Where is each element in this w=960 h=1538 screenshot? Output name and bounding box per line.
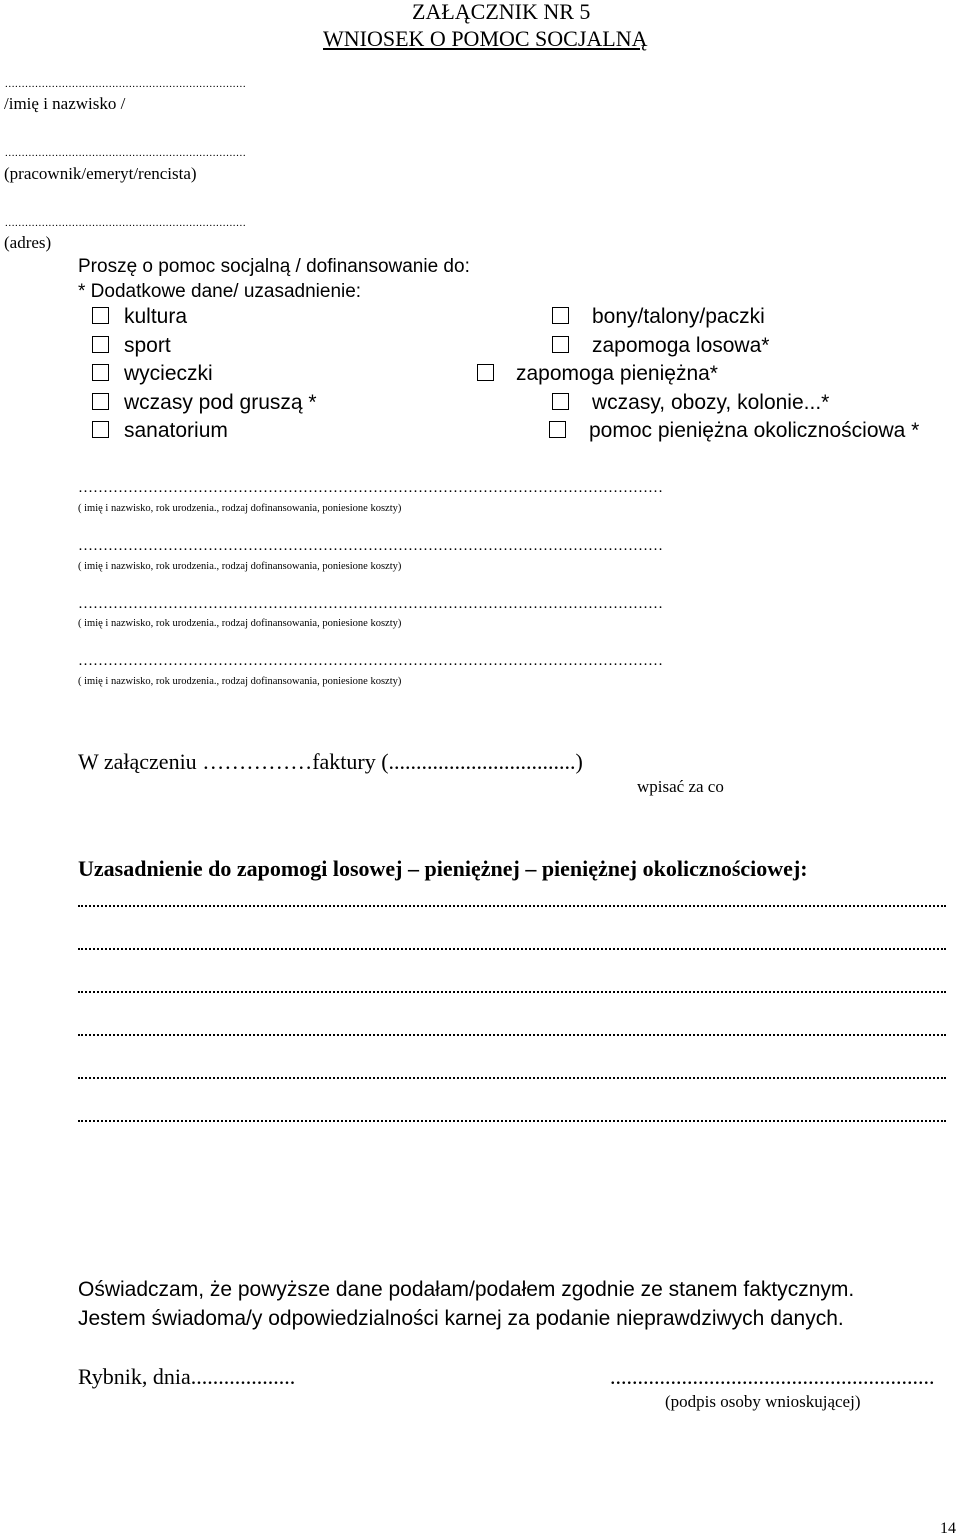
attachment-line [78,749,583,775]
checkbox-wczasy-pod-grusza[interactable] [92,393,109,410]
annex-label: ZAŁĄCZNIK NR 5 [412,0,591,24]
justification-line-1[interactable] [78,905,946,907]
entry-caption-2: ( imię i nazwisko, rok urodzenia., rodzaj dofinansowania, poniesione koszty) [78,561,402,572]
justification-line-6[interactable] [78,1120,946,1122]
attachment-note: wpisać za co [637,777,724,796]
checkbox-zapomoga-pieniezna[interactable] [477,364,494,381]
checkbox-zapomoga-losowa[interactable] [552,336,569,353]
status-label: (pracownik/emeryt/rencista) [4,164,197,183]
declaration-line-1: Oświadczam, że powyższe dane podałam/podałem zgodnie ze stanem faktycznym. [78,1278,855,1301]
additional-data-label: * Dodatkowe dane/ uzasadnienie: [78,281,362,302]
option-sanatorium: sanatorium [124,419,228,442]
checkbox-wczasy-obozy[interactable] [552,393,569,410]
checkbox-kultura[interactable] [92,307,109,324]
justification-line-2[interactable] [78,948,946,950]
checkbox-sanatorium[interactable] [92,421,109,438]
option-zapomoga-losowa: zapomoga losowa* [592,334,770,357]
justification-line-3[interactable] [78,991,946,993]
name-label: /imię i nazwisko / [4,94,126,113]
invoices-label: faktury ( [312,749,389,774]
option-pomoc-okolicznosciowa: pomoc pieniężna okolicznościowa * [589,419,920,442]
address-field[interactable]: ........................................................................ [5,217,247,229]
entry-caption-3: ( imię i nazwisko, rok urodzenia., rodzaj dofinansowania, poniesione koszty) [78,618,402,629]
checkbox-pomoc-okolicznosciowa[interactable] [549,421,566,438]
option-wczasy-obozy: wczasy, obozy, kolonie...* [592,391,830,414]
signature-label: (podpis osoby wnioskującej) [665,1392,861,1411]
signature-field[interactable]: ........................................................... [610,1364,935,1389]
entry-line-3[interactable]: ……………………………………………………………………………………………………… [78,596,663,612]
entry-line-4[interactable]: ……………………………………………………………………………………………………… [78,653,663,669]
status-field[interactable]: ........................................................................ [5,147,247,159]
request-intro: Proszę o pomoc socjalną / dofinansowanie do: [78,256,470,277]
place-date-field[interactable]: Rybnik, dnia................... [78,1364,296,1389]
option-bony: bony/talony/paczki [592,305,765,328]
option-zapomoga-pieniezna: zapomoga pieniężna* [516,362,718,385]
checkbox-sport[interactable] [92,336,109,353]
justification-title: Uzasadnienie do zapomogi losowej – pieniężnej – pieniężnej okolicznościowej: [78,856,808,881]
option-wczasy-pod-grusza: wczasy pod gruszą * [124,391,317,414]
justification-line-5[interactable] [78,1077,946,1079]
checkbox-wycieczki[interactable] [92,364,109,381]
attachment-gap[interactable]: …………… [202,749,313,774]
checkbox-bony[interactable] [552,307,569,324]
name-field[interactable]: ........................................................................ [5,78,247,90]
option-kultura: kultura [124,305,188,328]
option-wycieczki: wycieczki [124,362,213,385]
entry-caption-4: ( imię i nazwisko, rok urodzenia., rodzaj dofinansowania, poniesione koszty) [78,676,402,687]
page-number: 14 [940,1520,956,1537]
option-sport: sport [124,334,171,357]
address-label: (adres) [4,233,52,252]
entry-line-1[interactable]: ……………………………………………………………………………………………………… [78,480,663,496]
justification-line-4[interactable] [78,1034,946,1036]
attachment-prefix: W załączeniu [78,749,197,774]
invoices-close: ) [575,749,583,774]
entry-caption-1: ( imię i nazwisko, rok urodzenia., rodzaj dofinansowania, poniesione koszty) [78,503,402,514]
declaration-line-2: Jestem świadoma/y odpowiedzialności karnej za podanie nieprawdziwych danych. [78,1307,844,1330]
invoices-field[interactable]: .................................. [388,749,576,774]
entry-line-2[interactable]: ……………………………………………………………………………………………………… [78,538,663,554]
form-title: WNIOSEK O POMOC SOCJALNĄ [323,26,648,51]
